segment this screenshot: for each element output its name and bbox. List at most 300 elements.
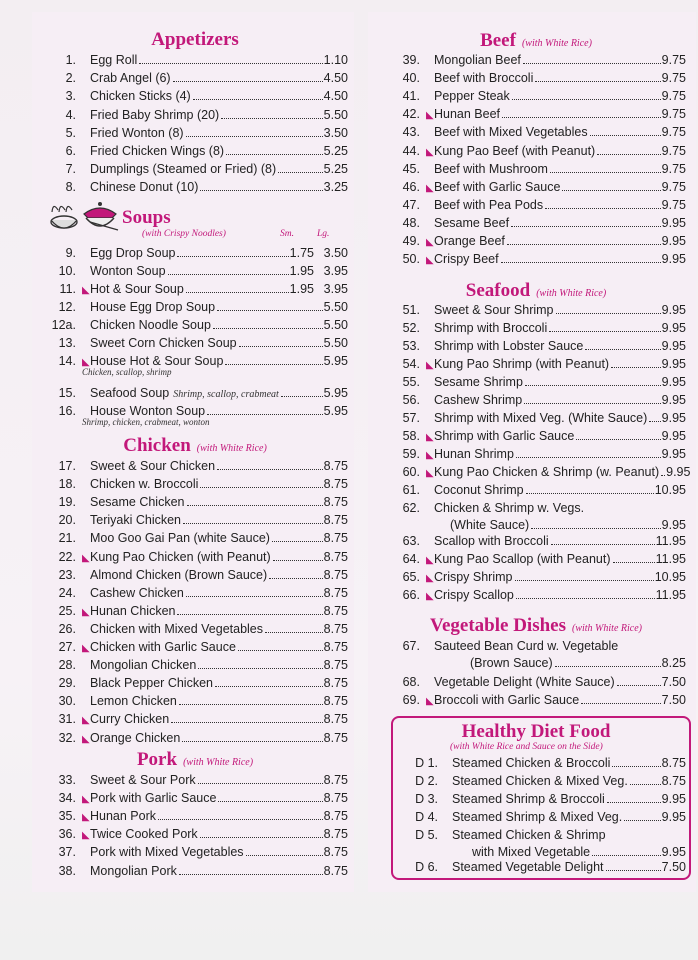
item-name: Fried Baby Shrimp (20) bbox=[90, 107, 220, 122]
item-price: 9.75 bbox=[661, 143, 686, 158]
item-price: 8.75 bbox=[323, 640, 348, 654]
item-number: 37. bbox=[58, 845, 76, 860]
item-name: Orange Chicken bbox=[90, 730, 181, 745]
seafood-subtitle: (with White Rice) bbox=[536, 288, 607, 299]
item-name: Fried Wonton (8) bbox=[90, 125, 184, 140]
item-number: 42. bbox=[402, 107, 420, 122]
item-number: 28. bbox=[58, 658, 76, 673]
item-number: 20. bbox=[58, 513, 76, 528]
item-price-small: 1.95 bbox=[289, 264, 314, 278]
item-number: 54. bbox=[402, 357, 420, 371]
item-number: 62. bbox=[402, 501, 420, 515]
item-name: Crab Angel (6) bbox=[90, 71, 171, 86]
item-name: Teriyaki Chicken bbox=[90, 513, 182, 528]
seafood-item bbox=[386, 427, 686, 445]
item-name: Pork with Garlic Sauce bbox=[90, 791, 217, 806]
soups-item bbox=[42, 334, 348, 352]
item-number: 48. bbox=[402, 215, 420, 230]
dot-leader bbox=[198, 668, 322, 669]
item-number: 40. bbox=[402, 71, 420, 86]
pork-item bbox=[42, 862, 348, 880]
item-name: Steamed Vegetable Delight bbox=[452, 860, 604, 874]
item-number: 55. bbox=[402, 375, 420, 389]
item-price: 8.75 bbox=[323, 477, 348, 492]
chicken-item bbox=[42, 710, 348, 728]
item-number: 50. bbox=[402, 252, 420, 267]
beef-item bbox=[386, 69, 686, 87]
vegetable-item bbox=[386, 673, 686, 691]
appetizers-item bbox=[42, 69, 348, 87]
dot-leader bbox=[193, 99, 323, 100]
item-number: 9. bbox=[65, 246, 76, 260]
item-price: 9.95 bbox=[661, 357, 686, 371]
item-name: Hot & Sour Soup bbox=[90, 282, 184, 296]
dot-leader bbox=[246, 855, 323, 856]
item-note: Chicken, scallop, shrimp bbox=[82, 367, 172, 377]
dot-leader bbox=[550, 172, 661, 173]
item-number: 27. bbox=[58, 640, 76, 654]
item-name: Beef with Mixed Vegetables bbox=[434, 125, 588, 140]
item-number: 67. bbox=[402, 639, 420, 653]
seafood-item bbox=[386, 463, 691, 481]
dot-leader bbox=[617, 685, 661, 686]
item-name: Kung Pao Chicken (with Peanut) bbox=[90, 549, 271, 564]
dot-leader bbox=[549, 331, 660, 332]
soups-item bbox=[42, 262, 348, 280]
chicken-item bbox=[42, 511, 348, 529]
item-number: 46. bbox=[402, 179, 420, 194]
item-number: D 5. bbox=[415, 828, 438, 842]
item-price: 9.95 bbox=[661, 234, 686, 248]
item-name: Chinese Donut (10) bbox=[90, 180, 199, 195]
dot-leader bbox=[555, 666, 661, 667]
chicken-item bbox=[42, 620, 348, 638]
item-number: 3. bbox=[65, 89, 76, 104]
beef-item bbox=[386, 196, 686, 214]
appetizers-heading bbox=[42, 29, 348, 51]
seafood-item bbox=[386, 337, 686, 355]
item-name: Pepper Steak bbox=[434, 89, 510, 104]
item-price: 8.75 bbox=[323, 845, 348, 860]
item-number: 68. bbox=[402, 675, 420, 689]
pork-subtitle: (with White Rice) bbox=[183, 757, 254, 768]
item-number: 11. bbox=[59, 282, 76, 296]
dot-leader bbox=[562, 190, 660, 191]
dot-leader bbox=[526, 493, 654, 494]
item-price: 3.25 bbox=[323, 180, 348, 195]
pepper-icon: ◣ bbox=[426, 146, 434, 158]
item-price: 9.95 bbox=[661, 411, 686, 425]
dot-leader bbox=[515, 580, 654, 581]
beef-item bbox=[386, 160, 686, 178]
item-name: Chicken Noodle Soup bbox=[90, 318, 211, 332]
item-price-large: 3.50 bbox=[323, 246, 348, 260]
item-number: 30. bbox=[58, 694, 76, 709]
item-price: 8.75 bbox=[323, 658, 348, 673]
item-price: 5.50 bbox=[323, 318, 348, 332]
seafood-item bbox=[386, 481, 686, 499]
item-price: 9.95 bbox=[661, 845, 686, 859]
item-name: Sauteed Bean Curd w. Vegetable bbox=[434, 639, 619, 653]
item-price: 9.75 bbox=[661, 179, 686, 194]
appetizers-item bbox=[42, 142, 348, 160]
dot-leader bbox=[661, 475, 665, 476]
item-number: 33. bbox=[58, 773, 76, 787]
item-name: Sesame Shrimp bbox=[434, 375, 523, 389]
item-name: Beef with Broccoli bbox=[434, 71, 534, 86]
item-name: Pork with Mixed Vegetables bbox=[90, 845, 244, 860]
item-price: 8.75 bbox=[323, 791, 348, 806]
beef-item bbox=[386, 142, 686, 160]
item-name: Crispy Shrimp bbox=[434, 570, 513, 584]
item-price-large: 3.95 bbox=[323, 282, 348, 296]
item-price: 5.95 bbox=[323, 404, 348, 418]
item-price: 8.75 bbox=[661, 774, 686, 788]
item-price: 3.50 bbox=[323, 125, 348, 140]
pork-item bbox=[42, 843, 348, 861]
item-name: Almond Chicken (Brown Sauce) bbox=[90, 567, 268, 582]
item-name: Kung Pao Beef (with Peanut) bbox=[434, 143, 596, 158]
chicken-subtitle: (with White Rice) bbox=[196, 443, 267, 454]
item-price: 9.75 bbox=[661, 161, 686, 176]
item-number: 45. bbox=[402, 161, 420, 176]
item-price: 8.75 bbox=[323, 621, 348, 636]
item-number: D 3. bbox=[415, 792, 438, 806]
appetizers-item bbox=[42, 106, 348, 124]
item-name-continued: (White Sauce) bbox=[450, 518, 530, 532]
pork-title: Pork bbox=[136, 749, 178, 770]
item-name: Mongolian Chicken bbox=[90, 658, 197, 673]
item-number: 52. bbox=[402, 321, 420, 335]
item-name: Chicken & Shrimp w. Vegs. bbox=[434, 501, 585, 515]
item-name: Kung Pao Scallop (with Peanut) bbox=[434, 552, 611, 566]
item-number: 18. bbox=[58, 477, 76, 492]
pepper-icon: ◣ bbox=[426, 255, 434, 267]
item-name: Sweet & Sour Chicken bbox=[90, 459, 216, 473]
item-number: 21. bbox=[58, 531, 76, 546]
item-number: 31. bbox=[58, 712, 76, 727]
dot-leader bbox=[186, 292, 289, 293]
item-name: Seafood Soup bbox=[90, 386, 170, 400]
dot-leader bbox=[182, 741, 322, 742]
item-price: 7.50 bbox=[661, 693, 686, 707]
chicken-title: Chicken bbox=[123, 435, 191, 456]
dot-leader bbox=[649, 421, 660, 422]
beef-item bbox=[386, 123, 686, 141]
soups-item bbox=[42, 298, 348, 316]
item-price: 10.95 bbox=[654, 570, 686, 584]
beef-item bbox=[386, 250, 686, 268]
item-name: Shrimp with Garlic Sauce bbox=[434, 429, 575, 443]
chicken-item bbox=[42, 475, 348, 493]
dot-leader bbox=[551, 544, 655, 545]
item-number: 8. bbox=[65, 180, 76, 195]
item-price: 9.75 bbox=[661, 71, 686, 86]
item-price: 8.75 bbox=[323, 676, 348, 691]
item-number: 51. bbox=[402, 303, 420, 317]
item-number: 6. bbox=[65, 144, 76, 158]
chicken-item bbox=[42, 656, 348, 674]
item-price: 9.75 bbox=[661, 89, 686, 104]
pepper-icon: ◣ bbox=[82, 357, 90, 368]
seafood-item bbox=[386, 373, 686, 391]
item-number: 38. bbox=[58, 863, 76, 878]
dot-leader bbox=[186, 596, 323, 597]
item-number: 10. bbox=[58, 264, 76, 278]
dot-leader bbox=[179, 704, 323, 705]
chicken-item bbox=[42, 602, 348, 620]
beef-item bbox=[386, 232, 686, 250]
item-number: 57. bbox=[402, 411, 420, 425]
pepper-icon: ◣ bbox=[82, 606, 90, 618]
dot-leader bbox=[545, 208, 661, 209]
dot-leader bbox=[613, 562, 655, 563]
item-number: 65. bbox=[402, 570, 420, 584]
item-price: 11.95 bbox=[655, 588, 686, 602]
chicken-item bbox=[42, 674, 348, 692]
item-price: 5.25 bbox=[323, 144, 348, 158]
item-price: 5.95 bbox=[323, 386, 348, 400]
item-price: 1.10 bbox=[323, 53, 348, 67]
pork-item bbox=[42, 789, 348, 807]
item-number: 5. bbox=[65, 125, 76, 140]
item-price: 9.95 bbox=[661, 339, 686, 353]
seafood-item bbox=[386, 586, 686, 604]
item-price: 8.75 bbox=[323, 773, 348, 787]
chicken-item bbox=[42, 493, 348, 511]
seafood-item bbox=[386, 301, 686, 319]
beef-item bbox=[386, 87, 686, 105]
item-name: Vegetable Delight (White Sauce) bbox=[434, 675, 615, 689]
pepper-icon: ◣ bbox=[426, 573, 434, 584]
dot-leader bbox=[173, 81, 323, 82]
dot-leader bbox=[238, 650, 323, 651]
dot-leader bbox=[200, 190, 322, 191]
dot-leader bbox=[511, 226, 661, 227]
item-name: Broccoli with Garlic Sauce bbox=[434, 693, 580, 707]
pepper-icon: ◣ bbox=[426, 555, 434, 566]
item-price-small: 1.95 bbox=[289, 282, 314, 296]
item-name: Wonton Soup bbox=[90, 264, 166, 278]
item-price: 9.95 bbox=[661, 375, 686, 389]
item-price: 10.95 bbox=[654, 483, 686, 497]
item-number: 39. bbox=[402, 53, 420, 67]
item-name: Steamed Shrimp & Mixed Veg. bbox=[452, 810, 623, 824]
appetizers-item bbox=[42, 124, 348, 142]
item-price: 9.95 bbox=[661, 429, 686, 443]
item-name: Steamed Chicken & Shrimp bbox=[452, 828, 606, 842]
item-price: 9.95 bbox=[661, 215, 686, 230]
dot-leader bbox=[501, 262, 661, 263]
item-name: Sesame Chicken bbox=[90, 495, 185, 510]
item-number: 7. bbox=[65, 162, 76, 177]
vegetable-item bbox=[386, 691, 686, 709]
dot-leader bbox=[215, 686, 323, 687]
vegetable-subtitle: (with White Rice) bbox=[572, 623, 642, 634]
soups-item bbox=[42, 316, 348, 334]
item-name: Shrimp with Broccoli bbox=[434, 321, 548, 335]
item-name: Chicken with Mixed Vegetables bbox=[90, 621, 264, 636]
item-name: Sesame Beef bbox=[434, 215, 510, 230]
item-price: 8.75 bbox=[323, 549, 348, 564]
item-number: 58. bbox=[402, 429, 420, 443]
item-name: Chicken with Garlic Sauce bbox=[90, 640, 236, 654]
item-name: House Wonton Soup bbox=[90, 404, 206, 418]
item-name: Shrimp with Lobster Sauce bbox=[434, 339, 584, 353]
pepper-icon: ◣ bbox=[426, 468, 434, 479]
dot-leader bbox=[139, 63, 322, 64]
dot-leader bbox=[186, 136, 323, 137]
dot-leader bbox=[213, 328, 323, 329]
item-number: 53. bbox=[402, 339, 420, 353]
pepper-icon: ◣ bbox=[426, 591, 434, 602]
item-number: 26. bbox=[58, 621, 76, 636]
item-number: 32. bbox=[58, 730, 76, 745]
seafood-item bbox=[386, 568, 686, 586]
pepper-icon: ◣ bbox=[82, 552, 90, 564]
appetizers-item bbox=[42, 178, 348, 196]
dot-leader bbox=[597, 154, 660, 155]
item-price: 9.75 bbox=[661, 53, 686, 67]
soups-item bbox=[42, 280, 348, 298]
item-name: Hunan Chicken bbox=[90, 603, 176, 618]
vegetable-item bbox=[386, 637, 686, 655]
dot-leader bbox=[217, 469, 323, 470]
item-name: Steamed Shrimp & Broccoli bbox=[452, 792, 605, 806]
item-number: 69. bbox=[402, 693, 420, 707]
dot-leader bbox=[531, 528, 660, 529]
item-number: D 1. bbox=[415, 756, 438, 770]
item-number: 2. bbox=[65, 71, 76, 86]
item-name: Lemon Chicken bbox=[90, 694, 177, 709]
item-name: Steamed Chicken & Mixed Veg. bbox=[452, 774, 628, 788]
seafood-item bbox=[386, 445, 686, 463]
item-name: Cashew Shrimp bbox=[434, 393, 523, 407]
pepper-icon: ◣ bbox=[426, 450, 434, 461]
vegetable-title: Vegetable Dishes bbox=[430, 615, 566, 636]
dot-leader bbox=[225, 364, 322, 365]
small-size-label: Sm. bbox=[280, 229, 294, 239]
dot-leader bbox=[218, 801, 322, 802]
appetizers-item bbox=[42, 87, 348, 105]
item-price: 8.75 bbox=[323, 712, 348, 727]
item-name: Fried Chicken Wings (8) bbox=[90, 144, 225, 158]
dot-leader bbox=[556, 313, 661, 314]
pepper-icon: ◣ bbox=[82, 794, 90, 806]
pepper-icon: ◣ bbox=[426, 237, 434, 248]
dot-leader bbox=[272, 541, 323, 542]
item-name: Sweet Corn Chicken Soup bbox=[90, 336, 237, 350]
dot-leader bbox=[516, 457, 661, 458]
item-name: Curry Chicken bbox=[90, 712, 170, 727]
item-price: 9.75 bbox=[661, 107, 686, 122]
item-number: 12. bbox=[58, 300, 76, 314]
item-name: Hunan Beef bbox=[434, 107, 501, 122]
item-number: 13. bbox=[58, 336, 76, 350]
item-number: 66. bbox=[402, 588, 420, 602]
item-number: 4. bbox=[65, 107, 76, 122]
item-name: Twice Cooked Pork bbox=[90, 827, 198, 842]
item-name-continued: with Mixed Vegetable bbox=[472, 845, 591, 859]
item-price: 5.50 bbox=[323, 300, 348, 314]
dot-leader bbox=[269, 578, 322, 579]
item-name-continued: (Brown Sauce) bbox=[470, 656, 553, 670]
pepper-icon: ◣ bbox=[82, 812, 90, 824]
chicken-item bbox=[42, 457, 348, 475]
item-number: 19. bbox=[58, 495, 76, 510]
item-price: 9.95 bbox=[661, 393, 686, 407]
dot-leader bbox=[226, 154, 323, 155]
item-name: Egg Drop Soup bbox=[90, 246, 176, 260]
pork-item bbox=[42, 825, 348, 843]
item-price: 5.50 bbox=[323, 336, 348, 350]
item-price: 5.25 bbox=[323, 162, 348, 177]
item-price: 5.95 bbox=[323, 354, 348, 368]
item-name: Crispy Beef bbox=[434, 252, 499, 267]
item-price: 8.75 bbox=[323, 531, 348, 546]
item-number: 14. bbox=[58, 354, 76, 368]
chicken-item bbox=[42, 638, 348, 656]
item-price: 8.75 bbox=[323, 513, 348, 528]
dot-leader bbox=[177, 256, 288, 257]
soups-subtitle: (with Crispy Noodles) bbox=[142, 229, 226, 239]
dot-leader bbox=[198, 783, 323, 784]
item-name: Chicken w. Broccoli bbox=[90, 477, 199, 492]
item-price: 8.75 bbox=[323, 827, 348, 842]
beef-item bbox=[386, 178, 686, 196]
item-number: D 4. bbox=[415, 810, 438, 824]
dot-leader bbox=[158, 819, 323, 820]
dot-leader bbox=[168, 274, 289, 275]
item-name: Moo Goo Gai Pan (white Sauce) bbox=[90, 531, 270, 546]
item-number: 49. bbox=[402, 234, 420, 248]
item-price: 9.95 bbox=[661, 252, 686, 267]
item-number: 61. bbox=[402, 483, 420, 497]
dot-leader bbox=[611, 367, 661, 368]
item-price: 8.75 bbox=[323, 809, 348, 824]
pepper-icon: ◣ bbox=[426, 182, 434, 194]
dot-leader bbox=[171, 722, 322, 723]
soups-title: Soups bbox=[122, 207, 171, 228]
dot-leader bbox=[590, 135, 661, 136]
item-name: Hunan Shrimp bbox=[434, 447, 514, 461]
item-name: Egg Roll bbox=[90, 53, 138, 67]
item-price-small: 1.75 bbox=[289, 246, 314, 260]
beef-item bbox=[386, 51, 686, 69]
item-price: 9.75 bbox=[661, 197, 686, 212]
appetizers-item bbox=[42, 51, 348, 69]
item-name: Chicken Sticks (4) bbox=[90, 89, 191, 104]
dot-leader bbox=[187, 505, 323, 506]
item-name: Beef with Pea Pods bbox=[434, 197, 544, 212]
beef-subtitle: (with White Rice) bbox=[521, 38, 592, 49]
item-price: 7.50 bbox=[661, 860, 686, 874]
item-name: Beef with Garlic Sauce bbox=[434, 179, 561, 194]
dot-leader bbox=[281, 396, 323, 397]
pepper-icon: ◣ bbox=[82, 715, 90, 727]
item-name: Hunan Pork bbox=[90, 809, 157, 824]
item-name: Scallop with Broccoli bbox=[434, 534, 549, 548]
item-price: 11.95 bbox=[655, 534, 686, 548]
item-name: Kung Pao Chicken & Shrimp (w. Peanut) bbox=[434, 465, 660, 479]
item-price: 8.75 bbox=[323, 694, 348, 709]
soups-heading bbox=[122, 207, 171, 229]
item-price: 11.95 bbox=[655, 552, 686, 566]
item-number: 43. bbox=[402, 125, 420, 140]
soups-item bbox=[42, 384, 348, 402]
dot-leader bbox=[239, 346, 323, 347]
item-note: Shrimp, chicken, crabmeat, wonton bbox=[82, 417, 210, 427]
